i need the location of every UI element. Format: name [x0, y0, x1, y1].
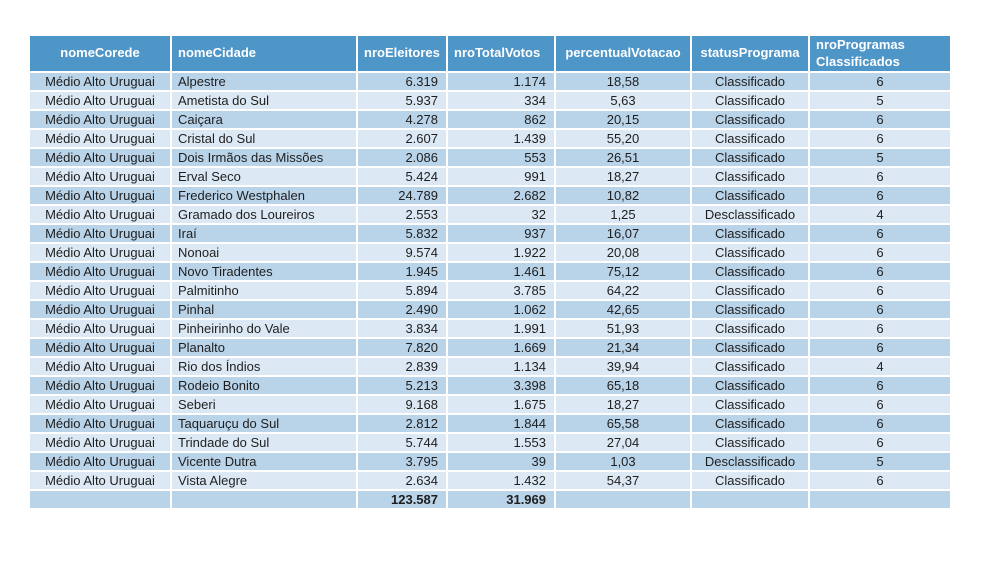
cell-nomeCorede[interactable]: Médio Alto Uruguai	[30, 282, 172, 301]
cell-statusPrograma[interactable]: Classificado	[692, 187, 810, 206]
cell-nroProgramasClassificados[interactable]: 6	[810, 282, 950, 301]
cell-nroProgramasClassificados[interactable]: 6	[810, 263, 950, 282]
cell-nroTotalVotos[interactable]: 1.062	[448, 301, 556, 320]
cell-nroProgramasClassificados[interactable]: 6	[810, 225, 950, 244]
cell-nroEleitores[interactable]: 9.168	[358, 396, 448, 415]
cell-nomeCorede[interactable]: Médio Alto Uruguai	[30, 149, 172, 168]
table-row	[30, 149, 950, 168]
cell-nomeCorede[interactable]: Médio Alto Uruguai	[30, 73, 172, 92]
cell-nroEleitores[interactable]: 3.795	[358, 453, 448, 472]
cell-nomeCidade[interactable]: Nonoai	[172, 244, 358, 263]
cell-nroEleitores[interactable]: 6.319	[358, 73, 448, 92]
cell-percentualVotacao[interactable]: 1,03	[556, 453, 692, 472]
cell-nroTotalVotos[interactable]: 1.844	[448, 415, 556, 434]
column-header-percentualVotacao[interactable]: percentualVotacao	[556, 36, 692, 73]
table-row	[30, 206, 950, 225]
cell-nroProgramasClassificados[interactable]: 6	[810, 168, 950, 187]
totals-cell-nomeCidade[interactable]	[172, 491, 358, 510]
cell-percentualVotacao[interactable]: 1,25	[556, 206, 692, 225]
cell-nomeCidade[interactable]: Cristal do Sul	[172, 130, 358, 149]
cell-statusPrograma[interactable]: Classificado	[692, 225, 810, 244]
cell-nomeCorede[interactable]: Médio Alto Uruguai	[30, 92, 172, 111]
column-header-statusPrograma[interactable]: statusPrograma	[692, 36, 810, 73]
cell-nroEleitores[interactable]: 2.812	[358, 415, 448, 434]
cell-statusPrograma[interactable]: Desclassificado	[692, 206, 810, 225]
cell-statusPrograma[interactable]: Classificado	[692, 472, 810, 491]
cell-nroProgramasClassificados[interactable]: 6	[810, 244, 950, 263]
cell-statusPrograma[interactable]: Classificado	[692, 415, 810, 434]
cell-nroProgramasClassificados[interactable]: 4	[810, 358, 950, 377]
cell-percentualVotacao[interactable]: 27,04	[556, 434, 692, 453]
column-header-nroProgramasClassificados[interactable]: nroProgramas Classificados	[810, 36, 950, 73]
cell-nroProgramasClassificados[interactable]: 6	[810, 377, 950, 396]
cell-statusPrograma[interactable]: Classificado	[692, 301, 810, 320]
column-header-nroTotalVotos[interactable]: nroTotalVotos	[448, 36, 556, 73]
cell-nomeCorede[interactable]: Médio Alto Uruguai	[30, 339, 172, 358]
cell-nroEleitores[interactable]: 9.574	[358, 244, 448, 263]
cell-nroProgramasClassificados[interactable]: 6	[810, 111, 950, 130]
cell-statusPrograma[interactable]: Classificado	[692, 130, 810, 149]
cell-percentualVotacao[interactable]: 21,34	[556, 339, 692, 358]
cell-percentualVotacao[interactable]: 64,22	[556, 282, 692, 301]
cell-nroProgramasClassificados[interactable]: 6	[810, 187, 950, 206]
cell-nroEleitores[interactable]: 5.424	[358, 168, 448, 187]
cell-nomeCidade[interactable]: Iraí	[172, 225, 358, 244]
cell-nomeCidade[interactable]: Frederico Westphalen	[172, 187, 358, 206]
cell-nomeCidade[interactable]: Taquaruçu do Sul	[172, 415, 358, 434]
cell-nroEleitores[interactable]: 5.744	[358, 434, 448, 453]
cell-nroProgramasClassificados[interactable]: 6	[810, 130, 950, 149]
cell-nroProgramasClassificados[interactable]: 6	[810, 472, 950, 491]
cell-nroProgramasClassificados[interactable]: 6	[810, 339, 950, 358]
cell-nroTotalVotos[interactable]: 3.785	[448, 282, 556, 301]
cell-nroTotalVotos[interactable]: 2.682	[448, 187, 556, 206]
table-row	[30, 453, 950, 472]
column-header-nomeCidade[interactable]: nomeCidade	[172, 36, 358, 73]
table-row	[30, 187, 950, 206]
cell-nomeCorede[interactable]: Médio Alto Uruguai	[30, 396, 172, 415]
totals-row	[30, 491, 950, 510]
cell-percentualVotacao[interactable]: 65,18	[556, 377, 692, 396]
cell-statusPrograma[interactable]: Classificado	[692, 282, 810, 301]
cell-nroTotalVotos[interactable]: 39	[448, 453, 556, 472]
cell-nomeCidade[interactable]: Ametista do Sul	[172, 92, 358, 111]
cell-nroTotalVotos[interactable]: 991	[448, 168, 556, 187]
cell-statusPrograma[interactable]: Classificado	[692, 434, 810, 453]
cell-nroProgramasClassificados[interactable]: 6	[810, 73, 950, 92]
totals-cell-nomeCorede[interactable]	[30, 491, 172, 510]
cell-nroProgramasClassificados[interactable]: 5	[810, 92, 950, 111]
table-row	[30, 339, 950, 358]
cell-nomeCorede[interactable]: Médio Alto Uruguai	[30, 168, 172, 187]
cell-nroProgramasClassificados[interactable]: 6	[810, 434, 950, 453]
cell-nomeCidade[interactable]: Dois Irmãos das Missões	[172, 149, 358, 168]
cell-nroTotalVotos[interactable]: 937	[448, 225, 556, 244]
cell-percentualVotacao[interactable]: 54,37	[556, 472, 692, 491]
table-body	[30, 73, 950, 491]
table-row	[30, 301, 950, 320]
cell-nomeCorede[interactable]: Médio Alto Uruguai	[30, 263, 172, 282]
totals-cell-percentualVotacao[interactable]	[556, 491, 692, 510]
cell-statusPrograma[interactable]: Classificado	[692, 320, 810, 339]
cell-nroProgramasClassificados[interactable]: 4	[810, 206, 950, 225]
cell-nroProgramasClassificados[interactable]: 6	[810, 301, 950, 320]
cell-nomeCidade[interactable]: Pinheirinho do Vale	[172, 320, 358, 339]
cell-statusPrograma[interactable]: Classificado	[692, 377, 810, 396]
cell-nomeCidade[interactable]: Pinhal	[172, 301, 358, 320]
cell-nomeCorede[interactable]: Médio Alto Uruguai	[30, 472, 172, 491]
table-row	[30, 225, 950, 244]
table-container	[30, 36, 950, 510]
cell-nroEleitores[interactable]: 2.490	[358, 301, 448, 320]
cell-nroTotalVotos[interactable]: 862	[448, 111, 556, 130]
cell-nomeCidade[interactable]: Seberi	[172, 396, 358, 415]
table-row	[30, 434, 950, 453]
cell-statusPrograma[interactable]: Classificado	[692, 73, 810, 92]
cell-nroEleitores[interactable]: 5.832	[358, 225, 448, 244]
cell-nomeCorede[interactable]: Médio Alto Uruguai	[30, 415, 172, 434]
cell-nroProgramasClassificados[interactable]: 5	[810, 149, 950, 168]
cell-nomeCorede[interactable]: Médio Alto Uruguai	[30, 377, 172, 396]
cell-nomeCidade[interactable]: Palmitinho	[172, 282, 358, 301]
cell-nroTotalVotos[interactable]: 32	[448, 206, 556, 225]
cell-nroTotalVotos[interactable]: 1.134	[448, 358, 556, 377]
table-row	[30, 472, 950, 491]
cell-nroTotalVotos[interactable]: 1.675	[448, 396, 556, 415]
cell-percentualVotacao[interactable]: 16,07	[556, 225, 692, 244]
cell-statusPrograma[interactable]: Classificado	[692, 168, 810, 187]
table-row	[30, 92, 950, 111]
cell-percentualVotacao[interactable]: 26,51	[556, 149, 692, 168]
cell-nroEleitores[interactable]: 2.839	[358, 358, 448, 377]
cell-nroEleitores[interactable]: 2.607	[358, 130, 448, 149]
cell-percentualVotacao[interactable]: 39,94	[556, 358, 692, 377]
cell-statusPrograma[interactable]: Classificado	[692, 339, 810, 358]
totals-cell-nroEleitores[interactable]: 123.587	[358, 491, 448, 510]
cell-nroProgramasClassificados[interactable]: 6	[810, 320, 950, 339]
cell-nomeCorede[interactable]: Médio Alto Uruguai	[30, 111, 172, 130]
cell-nomeCidade[interactable]: Gramado dos Loureiros	[172, 206, 358, 225]
cell-percentualVotacao[interactable]: 20,08	[556, 244, 692, 263]
cell-nroTotalVotos[interactable]: 1.669	[448, 339, 556, 358]
cell-nomeCorede[interactable]: Médio Alto Uruguai	[30, 225, 172, 244]
cell-nroProgramasClassificados[interactable]: 5	[810, 453, 950, 472]
cell-nroTotalVotos[interactable]: 1.432	[448, 472, 556, 491]
cell-nroEleitores[interactable]: 2.553	[358, 206, 448, 225]
cell-statusPrograma[interactable]: Classificado	[692, 396, 810, 415]
cell-nomeCorede[interactable]: Médio Alto Uruguai	[30, 453, 172, 472]
totals-cell-statusPrograma[interactable]	[692, 491, 810, 510]
table-row	[30, 415, 950, 434]
cell-nomeCorede[interactable]: Médio Alto Uruguai	[30, 434, 172, 453]
cell-nroEleitores[interactable]: 1.945	[358, 263, 448, 282]
cell-nomeCorede[interactable]: Médio Alto Uruguai	[30, 206, 172, 225]
cell-nomeCidade[interactable]: Caiçara	[172, 111, 358, 130]
cell-nroEleitores[interactable]: 5.213	[358, 377, 448, 396]
cell-nroEleitores[interactable]: 5.894	[358, 282, 448, 301]
table-row	[30, 396, 950, 415]
totals-cell-nroProgramasClassificados[interactable]	[810, 491, 950, 510]
votacao-table	[30, 36, 950, 510]
cell-nomeCidade[interactable]: Trindade do Sul	[172, 434, 358, 453]
table-row	[30, 130, 950, 149]
cell-nroTotalVotos[interactable]: 1.174	[448, 73, 556, 92]
cell-nroProgramasClassificados[interactable]: 6	[810, 396, 950, 415]
cell-nroEleitores[interactable]: 2.634	[358, 472, 448, 491]
column-header-nroEleitores[interactable]: nroEleitores	[358, 36, 448, 73]
cell-percentualVotacao[interactable]: 10,82	[556, 187, 692, 206]
cell-percentualVotacao[interactable]: 18,58	[556, 73, 692, 92]
cell-nroEleitores[interactable]: 4.278	[358, 111, 448, 130]
cell-nomeCidade[interactable]: Vista Alegre	[172, 472, 358, 491]
cell-statusPrograma[interactable]: Desclassificado	[692, 453, 810, 472]
cell-statusPrograma[interactable]: Classificado	[692, 92, 810, 111]
cell-nomeCidade[interactable]: Rio dos Índios	[172, 358, 358, 377]
cell-nroEleitores[interactable]: 7.820	[358, 339, 448, 358]
table-row	[30, 320, 950, 339]
table-row	[30, 111, 950, 130]
header-row	[30, 36, 950, 73]
table-row	[30, 377, 950, 396]
cell-statusPrograma[interactable]: Classificado	[692, 358, 810, 377]
cell-nomeCorede[interactable]: Médio Alto Uruguai	[30, 301, 172, 320]
cell-nomeCidade[interactable]: Rodeio Bonito	[172, 377, 358, 396]
cell-nomeCorede[interactable]: Médio Alto Uruguai	[30, 187, 172, 206]
cell-percentualVotacao[interactable]: 42,65	[556, 301, 692, 320]
cell-nomeCidade[interactable]: Planalto	[172, 339, 358, 358]
cell-percentualVotacao[interactable]: 5,63	[556, 92, 692, 111]
cell-nroTotalVotos[interactable]: 3.398	[448, 377, 556, 396]
cell-nomeCidade[interactable]: Erval Seco	[172, 168, 358, 187]
table-row	[30, 73, 950, 92]
cell-nomeCorede[interactable]: Médio Alto Uruguai	[30, 358, 172, 377]
cell-nroEleitores[interactable]: 3.834	[358, 320, 448, 339]
column-header-nomeCorede[interactable]: nomeCorede	[30, 36, 172, 73]
table-row	[30, 168, 950, 187]
cell-percentualVotacao[interactable]: 20,15	[556, 111, 692, 130]
table-row	[30, 358, 950, 377]
cell-statusPrograma[interactable]: Classificado	[692, 149, 810, 168]
cell-nroTotalVotos[interactable]: 1.991	[448, 320, 556, 339]
cell-nroTotalVotos[interactable]: 553	[448, 149, 556, 168]
totals-cell-nroTotalVotos[interactable]: 31.969	[448, 491, 556, 510]
cell-percentualVotacao[interactable]: 75,12	[556, 263, 692, 282]
cell-nroTotalVotos[interactable]: 1.553	[448, 434, 556, 453]
cell-percentualVotacao[interactable]: 18,27	[556, 396, 692, 415]
cell-nomeCidade[interactable]: Novo Tiradentes	[172, 263, 358, 282]
cell-percentualVotacao[interactable]: 51,93	[556, 320, 692, 339]
cell-nroProgramasClassificados[interactable]: 6	[810, 415, 950, 434]
cell-nomeCidade[interactable]: Vicente Dutra	[172, 453, 358, 472]
table-row	[30, 263, 950, 282]
cell-nomeCorede[interactable]: Médio Alto Uruguai	[30, 320, 172, 339]
cell-statusPrograma[interactable]: Classificado	[692, 244, 810, 263]
cell-nroTotalVotos[interactable]: 334	[448, 92, 556, 111]
cell-percentualVotacao[interactable]: 18,27	[556, 168, 692, 187]
cell-percentualVotacao[interactable]: 55,20	[556, 130, 692, 149]
cell-nroEleitores[interactable]: 24.789	[358, 187, 448, 206]
cell-nroTotalVotos[interactable]: 1.461	[448, 263, 556, 282]
cell-nomeCorede[interactable]: Médio Alto Uruguai	[30, 244, 172, 263]
cell-nroTotalVotos[interactable]: 1.922	[448, 244, 556, 263]
table-row	[30, 282, 950, 301]
cell-nroEleitores[interactable]: 2.086	[358, 149, 448, 168]
cell-statusPrograma[interactable]: Classificado	[692, 263, 810, 282]
cell-percentualVotacao[interactable]: 65,58	[556, 415, 692, 434]
cell-nomeCidade[interactable]: Alpestre	[172, 73, 358, 92]
cell-nroEleitores[interactable]: 5.937	[358, 92, 448, 111]
cell-statusPrograma[interactable]: Classificado	[692, 111, 810, 130]
cell-nroTotalVotos[interactable]: 1.439	[448, 130, 556, 149]
table-row	[30, 244, 950, 263]
cell-nomeCorede[interactable]: Médio Alto Uruguai	[30, 130, 172, 149]
